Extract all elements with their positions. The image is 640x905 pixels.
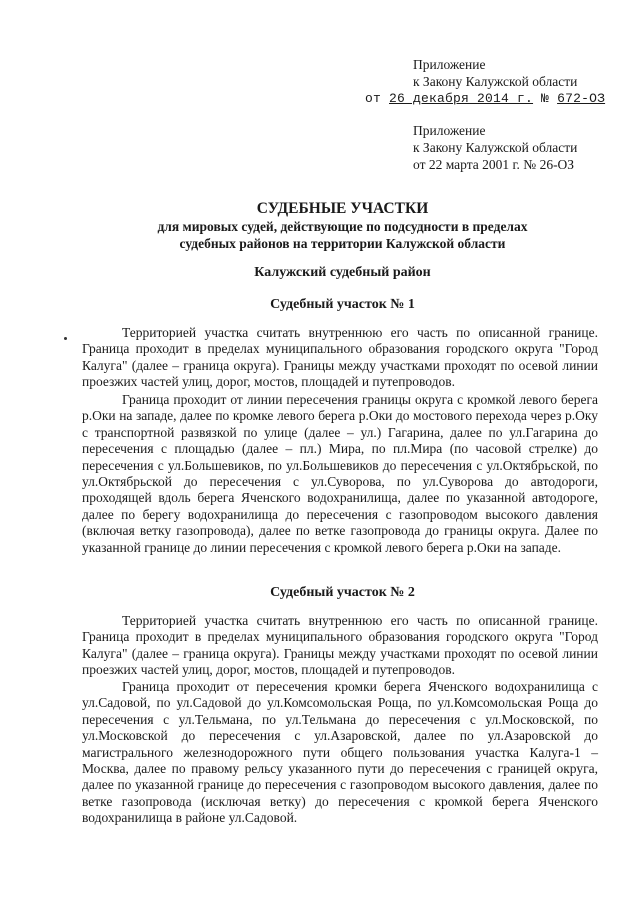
section-1-heading: Судебный участок № 1 <box>270 297 415 312</box>
appendix-law: к Закону Калужской области <box>413 140 578 155</box>
appendix-law: к Закону Калужской области <box>413 74 578 89</box>
appendix-block-new <box>413 56 577 90</box>
section-1-paragraph-1: Территорией участка считать внутреннюю его часть по описанной границе. Граница проходит в пределах муниципального образования городского округа "Город Калуга" (далее – граница округа). Границы между участками проходят по осевой линии проезжих частей улиц, дорог, мостов, площадей и путепроводов. <box>82 325 598 390</box>
document-title: СУДЕБНЫЕ УЧАСТКИ <box>256 200 429 217</box>
appendix-label: Приложение <box>413 57 486 72</box>
stamp-mid: № <box>533 91 558 106</box>
document-subtitle <box>90 218 595 252</box>
stamp-number: 672-ОЗ <box>557 91 606 106</box>
section-2-paragraph-1: Территорией участка считать внутреннюю его часть по описанной границе. Граница проходит в пределах муниципального образования городского округа "Город Калуга" (далее – граница округа). Границы между участками проходят по осевой линии проезжих частей улиц, дорог, мостов, площадей и путепроводов. <box>82 613 598 678</box>
district-heading: Калужский судебный район <box>254 265 431 280</box>
appendix-block-old <box>413 122 577 173</box>
subtitle-line-1: для мировых судей, действующие по подсудности в пределах <box>157 219 528 234</box>
section-1-paragraph-2: Граница проходит от линии пересечения границы округа с кромкой левого берега р.Оки на западе, далее по кромке левого берега р.Оки до мостового перехода через р.Оку с транспортной развязкой по улице (далее – ул.) Гагарина, далее по ул.Гагарина до пересечения с площадью (далее – пл.) Мира, по пл.Мира (по часовой стрелке) до пересечения с ул.Большевиков, по ул.Большевиков до пересечения с ул.Октябрьской, по ул.Октябрьской до пересечения с ул.Суворова, по ул.Суворова до автодороги, проходящей вдоль берега Яченского водохранилища, далее по указанной автодороге, далее по берегу водохранилища до пересечения с газопроводом высокого давления (включая ветку газопровода), далее по ветке газопровода до границы округа. Далее по указанной границе до линии пересечения с кромкой левого берега р.Оки на западе. <box>82 392 598 555</box>
margin-dot <box>64 337 67 340</box>
appendix-date: от 22 марта 2001 г. № 26-ОЗ <box>413 157 575 172</box>
appendix-label: Приложение <box>413 123 486 138</box>
amendment-stamp <box>365 91 605 106</box>
stamp-prefix: от <box>365 91 390 106</box>
section-2-heading: Судебный участок № 2 <box>270 585 415 600</box>
section-2-paragraph-2: Граница проходит от пересечения кромки берега Яченского водохранилища с ул.Садовой, по ул.Садовой до ул.Комсомольская Роща, по ул.Комсомольская Роща до пересечения с ул.Тельмана, по ул.Тельмана до пересечения с ул.Московской, по ул.Московской до пересечения с ул.Азаровской, далее по ул.Азаровской до магистрального железнодорожного пути общего пользования участка Калуга-1 – Москва, далее по правому рельсу указанного пути до пересечения с границей округа, далее по указанной границе до пересечения с газопроводом высокого давления, далее по ветке газопровода (исключая ветку) до пересечения с кромкой берега Яченского водохранилища в районе ул.Садовой. <box>82 679 598 826</box>
subtitle-line-2: судебных районов на территории Калужской области <box>179 236 506 251</box>
stamp-date: 26 декабря 2014 г. <box>389 91 534 106</box>
